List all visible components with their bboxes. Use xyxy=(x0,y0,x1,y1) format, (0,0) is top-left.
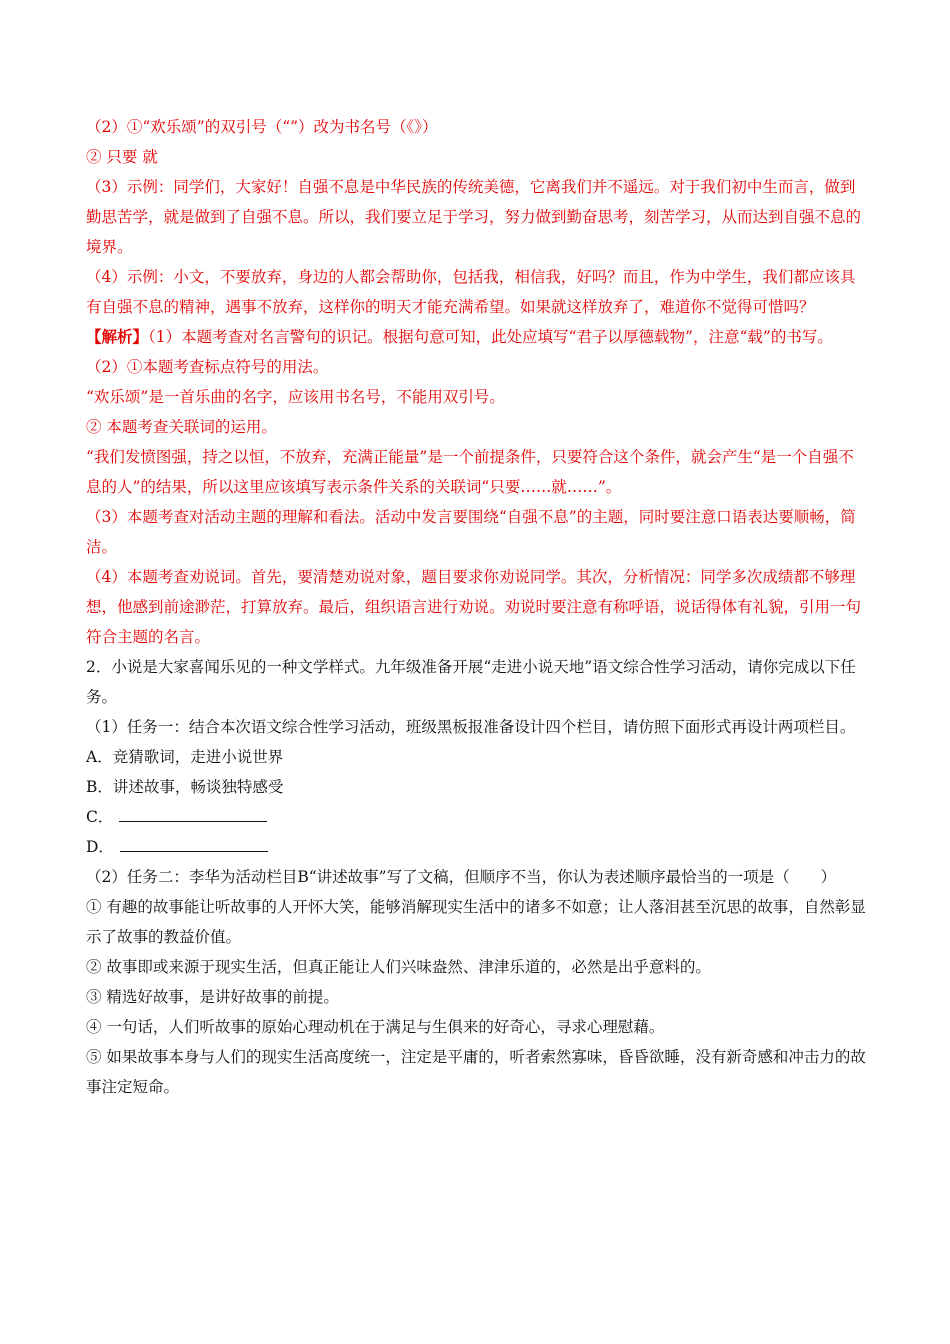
analysis-1 xyxy=(86,322,868,352)
answer-blank-d[interactable] xyxy=(120,833,268,852)
answer-3: （3）示例：同学们，大家好！自强不息是中华民族的传统美德，它离我们并不遥远。对于我们初中生而言，做到勤思苦学，就是做到了自强不息。所以，我们要立足于学习，努力做到勤奋思考，刻苦学习，从而达到自强不息的境界。 xyxy=(86,178,862,256)
analysis-1-text: （1）本题考查对名言警句的识记。根据句意可知，此处应填写“君子以厚德载物”，注意“载”的书写。 xyxy=(148,328,833,346)
option-a: A．竞猜歌词，走进小说世界 xyxy=(86,748,284,766)
analysis-3: “欢乐颂”是一首乐曲的名字，应该用书名号，不能用双引号。 xyxy=(86,388,505,406)
question-2-intro: 2．小说是大家喜闻乐见的一种文学样式。九年级准备开展“走进小说天地”语文综合性学习活动，请你完成以下任务。 xyxy=(86,658,856,706)
option-d xyxy=(86,832,868,862)
document-page xyxy=(86,112,868,1102)
sentence-5: ⑤ 如果故事本身与人们的现实生活高度统一，注定是平庸的，听者索然寡味，昏昏欲睡，没有新奇感和冲击力的故事注定短命。 xyxy=(86,1048,866,1096)
analysis-6: （3）本题考查对活动主题的理解和看法。活动中发言要围绕“自强不息”的主题，同时要注意口语表达要顺畅，简洁。 xyxy=(86,508,856,556)
analysis-7: （4）本题考查劝说词。首先，要清楚劝说对象，题目要求你劝说同学。其次，分析情况：同学多次成绩都不够理想，他感到前途渺茫，打算放弃。最后，组织语言进行劝说。劝说时要注意有称呼语，说话得体有礼貌，引用一句符合主题的名言。 xyxy=(86,568,862,646)
sentence-1: ① 有趣的故事能让听故事的人开怀大笑，能够消解现实生活中的诸多不如意；让人落泪甚至沉思的故事，自然彰显示了故事的教益价值。 xyxy=(86,898,866,946)
answer-2-2: ② 只要 就 xyxy=(86,148,158,166)
analysis-2: （2）①本题考查标点符号的用法。 xyxy=(86,358,329,376)
answer-2-1: （2）①“欢乐颂”的双引号（“”）改为书名号（《》） xyxy=(86,118,438,136)
answer-4: （4）示例：小文，不要放弃，身边的人都会帮助你，包括我，相信我，好吗？而且，作为中学生，我们都应该具有自强不息的精神，遇事不放弃，这样你的明天才能充满希望。如果就这样放弃了，难道你不觉得可惜吗？ xyxy=(86,268,856,316)
sentence-3: ③ 精选好故事，是讲好故事的前提。 xyxy=(86,988,339,1006)
option-d-label: D． xyxy=(86,838,114,856)
option-b: B．讲述故事，畅谈独特感受 xyxy=(86,778,284,796)
analysis-label: 【解析】 xyxy=(86,327,149,346)
sentence-4: ④ 一句话，人们听故事的原始心理动机在于满足与生俱来的好奇心，寻求心理慰藉。 xyxy=(86,1018,665,1036)
analysis-4: ② 本题考查关联词的运用。 xyxy=(86,418,277,436)
task-2: （2）任务二：李华为活动栏目B“讲述故事”写了文稿，但顺序不当，你认为表述顺序最恰当的一项是（ ） xyxy=(86,868,837,886)
answer-blank-c[interactable] xyxy=(119,803,267,822)
analysis-5: “我们发愤图强，持之以恒，不放弃，充满正能量”是一个前提条件，只要符合这个条件，就会产生“是一个自强不息的人”的结果，所以这里应该填写表示条件关系的关联词“只要……就……”。 xyxy=(86,448,854,496)
option-c-label: C． xyxy=(86,808,114,826)
sentence-2: ② 故事即或来源于现实生活，但真正能让人们兴味盎然、津津乐道的，必然是出乎意料的。 xyxy=(86,958,711,976)
task-1: （1）任务一：结合本次语文综合性学习活动，班级黑板报准备设计四个栏目，请仿照下面形式再设计两项栏目。 xyxy=(86,718,856,736)
option-c xyxy=(86,802,868,832)
